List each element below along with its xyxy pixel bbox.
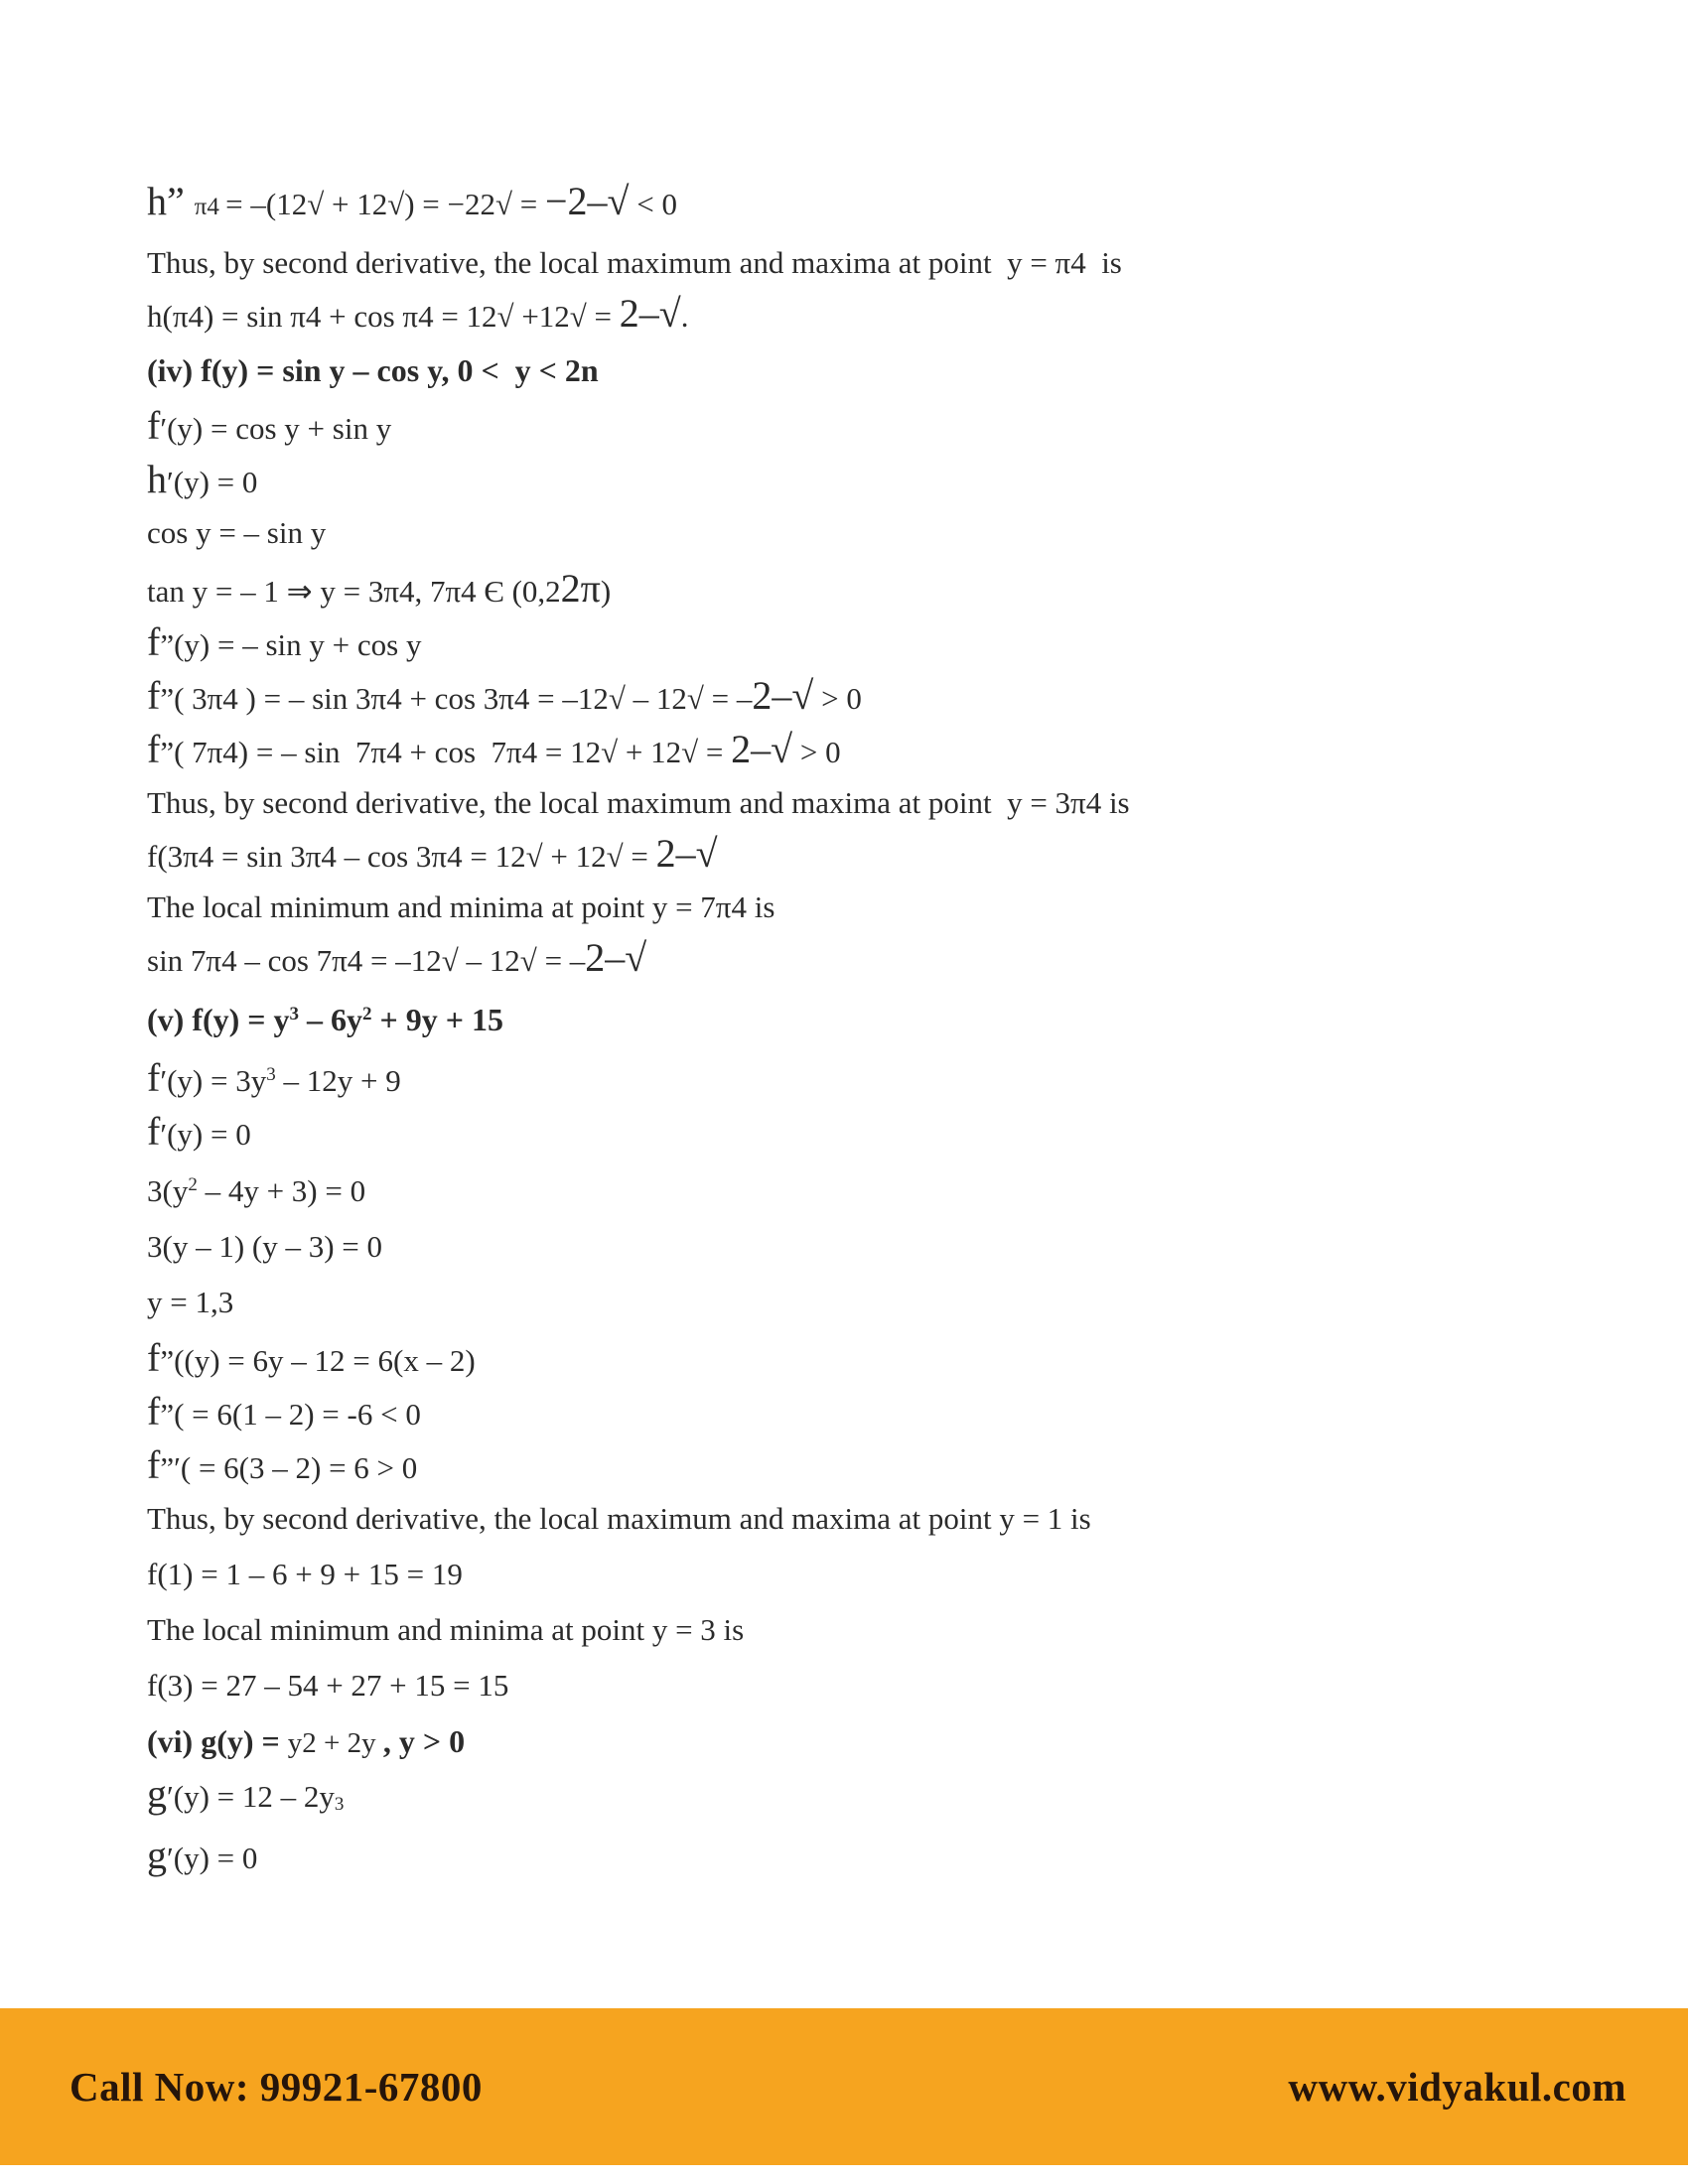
text-segment: 3: [266, 1064, 276, 1085]
text-segment: (vi) g(y) =: [147, 1723, 288, 1759]
text-segment: y = 1,3: [147, 1285, 234, 1319]
text-segment: f: [147, 727, 161, 771]
text-segment: > 0: [813, 681, 862, 716]
doc-line: [147, 1389, 1539, 1434]
text-segment: – 6y: [299, 1002, 363, 1037]
text-segment: −22√ =: [447, 187, 545, 221]
doc-line: [147, 831, 1539, 877]
doc-line: [147, 1165, 1539, 1211]
doc-line: [147, 243, 1539, 283]
doc-line: [147, 619, 1539, 665]
text-segment: (iv) f(y) = sin y – cos y, 0 < y < 2n: [147, 352, 599, 388]
text-segment: Thus, by second derivative, the local maximum and maxima at point y = 1 is: [147, 1501, 1091, 1536]
text-segment: ′(y) = 0: [167, 465, 258, 499]
text-segment: g: [147, 1771, 167, 1816]
text-segment: – 12y + 9: [275, 1063, 401, 1098]
text-segment: Thus, by second derivative, the local maximum and maxima at point y = π4 is: [147, 245, 1122, 280]
text-segment: f: [147, 673, 161, 718]
text-segment: g: [147, 1833, 167, 1877]
text-segment: 2–√: [752, 673, 814, 718]
doc-line: [147, 566, 1539, 612]
math-solution-content: [147, 179, 1539, 1889]
doc-line: [147, 1442, 1539, 1488]
doc-line: [147, 403, 1539, 449]
text-segment: 3(y – 1) (y – 3) = 0: [147, 1229, 383, 1264]
text-segment: sin 7π4 – cos 7π4 = –12√ – 12√ = –: [147, 943, 586, 978]
doc-line: [147, 457, 1539, 502]
text-segment: ”( 7π4) = – sin 7π4 + cos 7π4 = 12√ + 12√ =: [160, 735, 732, 769]
text-segment: 3: [289, 1004, 300, 1024]
text-segment: The local minimum and minima at point y = 7π4 is: [147, 889, 775, 924]
doc-line: [147, 1666, 1539, 1706]
text-segment: π4: [194, 194, 226, 220]
text-segment: 2–√: [585, 935, 647, 980]
doc-line: [147, 1109, 1539, 1155]
text-segment: ′(y) = 3y: [160, 1063, 267, 1098]
text-segment: f(1) = 1 – 6 + 9 + 15 = 19: [147, 1557, 463, 1591]
doc-line: [147, 673, 1539, 719]
text-segment: ”′( = 6(3 – 2) = 6 > 0: [160, 1450, 418, 1485]
text-segment: 2–√: [655, 831, 718, 876]
doc-line: [147, 783, 1539, 823]
text-segment: 3: [334, 1794, 345, 1815]
text-segment: tan y = – 1 ⇒ y = 3π4, 7π4 Є (0,2: [147, 574, 561, 609]
text-segment: 2: [188, 1174, 198, 1195]
doc-line: [147, 179, 1539, 227]
text-segment: (v) f(y) = y: [147, 1002, 290, 1037]
text-segment: h(π4) = sin π4 + cos π4 = 12√ +12√ =: [147, 299, 620, 334]
text-segment: ”( = 6(1 – 2) = -6 < 0: [160, 1397, 421, 1432]
doc-line: [147, 1283, 1539, 1322]
doc-line: [147, 995, 1539, 1039]
text-segment: .: [680, 299, 689, 334]
text-segment: ”((y) = 6y – 12 = 6(x – 2): [160, 1343, 476, 1378]
doc-line: [147, 1227, 1539, 1267]
text-segment: 2–√: [619, 291, 681, 336]
text-segment: f: [147, 1389, 161, 1433]
text-segment: f: [147, 619, 161, 664]
text-segment: < 0: [629, 187, 677, 221]
text-segment: f: [147, 1109, 161, 1154]
text-segment: 2–√: [731, 727, 793, 771]
text-segment: h”: [147, 179, 195, 223]
doc-line: [147, 1055, 1539, 1101]
text-segment: , y > 0: [382, 1723, 466, 1759]
doc-line: [147, 1555, 1539, 1594]
doc-line: [147, 935, 1539, 981]
text-segment: f: [147, 1442, 161, 1487]
text-segment: cos y = – sin y: [147, 515, 327, 550]
text-segment: 3(y: [147, 1173, 189, 1208]
text-segment: + 9y + 15: [371, 1002, 503, 1037]
text-segment: The local minimum and minima at point y = 3 is: [147, 1612, 745, 1647]
text-segment: ”(y) = – sin y + cos y: [160, 627, 422, 662]
text-segment: f: [147, 1335, 161, 1380]
doc-line: [147, 350, 1539, 390]
text-segment: ′(y) = 12 – 2y: [167, 1779, 335, 1814]
text-segment: 2: [362, 1004, 372, 1024]
footer-website: www.vidyakul.com: [1288, 2064, 1626, 2110]
text-segment: ′(y) = 0: [160, 1117, 251, 1152]
text-segment: > 0: [792, 735, 841, 769]
footer-call-now: Call Now: 99921-67800: [70, 2064, 483, 2110]
footer-bar: [0, 2008, 1688, 2165]
doc-line: [147, 1335, 1539, 1381]
doc-line: [147, 291, 1539, 337]
text-segment: h: [147, 457, 167, 501]
text-segment: ): [600, 574, 612, 609]
doc-line: [147, 1833, 1539, 1878]
text-segment: = –(12√ + 12√) =: [225, 187, 448, 221]
text-segment: f(3π4 = sin 3π4 – cos 3π4 = 12√ + 12√ =: [147, 839, 656, 874]
doc-line: [147, 1499, 1539, 1539]
text-segment: 2π: [560, 566, 601, 611]
text-segment: Thus, by second derivative, the local maximum and maxima at point y = 3π4 is: [147, 785, 1130, 820]
text-segment: f: [147, 403, 161, 448]
doc-line: [147, 1771, 1539, 1825]
text-segment: f: [147, 1055, 161, 1100]
text-segment: y2 + 2y: [287, 1727, 383, 1759]
text-segment: – 4y + 3) = 0: [197, 1173, 366, 1208]
text-segment: f(3) = 27 – 54 + 27 + 15 = 15: [147, 1668, 509, 1703]
doc-line: [147, 1721, 1539, 1763]
text-segment: ”( 3π4 ) = – sin 3π4 + cos 3π4 = –12√ – 12√ = –: [160, 681, 753, 716]
doc-line: [147, 727, 1539, 772]
text-segment: −2–√: [545, 179, 630, 223]
doc-line: [147, 513, 1539, 553]
text-segment: ′(y) = cos y + sin y: [160, 411, 392, 446]
text-segment: ′(y) = 0: [167, 1841, 258, 1875]
doc-line: [147, 887, 1539, 927]
doc-line: [147, 1610, 1539, 1650]
